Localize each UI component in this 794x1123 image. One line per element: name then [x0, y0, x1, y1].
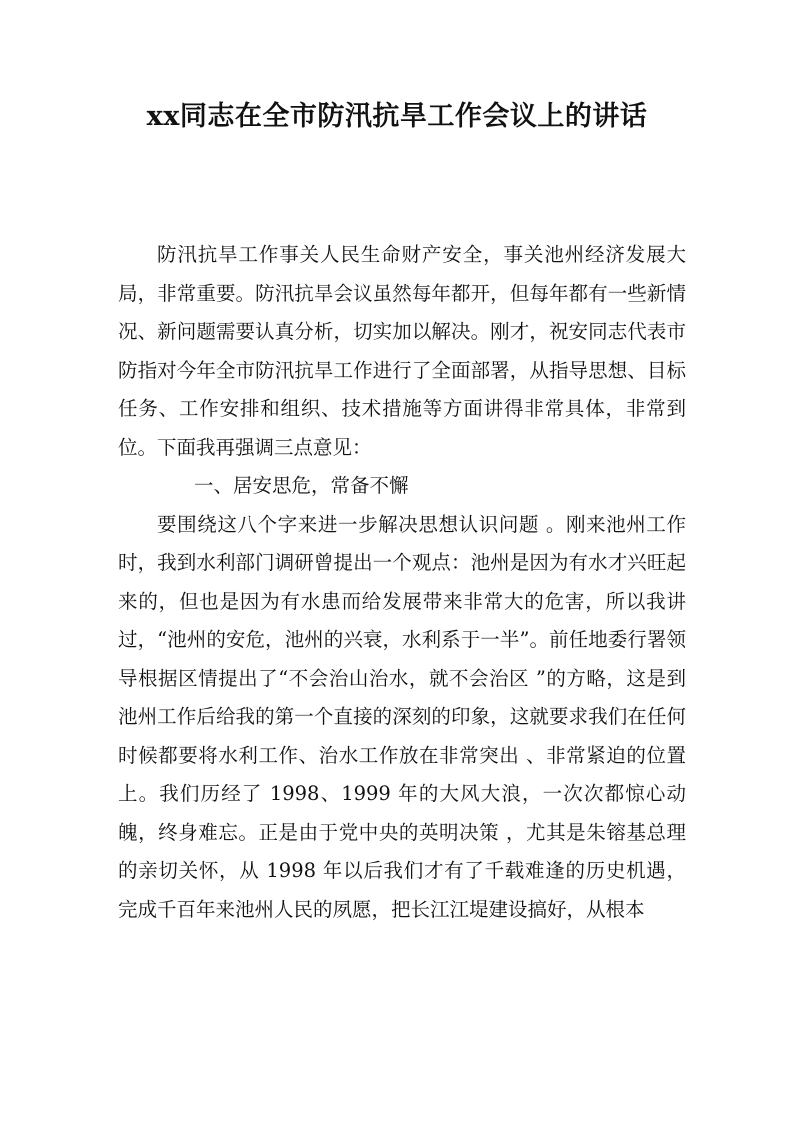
section-1-paragraph: 要围绕这八个字来进一步解决思想认识问题 。刚来池州工作时，我到水利部门调研曾提出一个观点：池州是因为有水才兴旺起来的，但也是因为有水患而给发展带来非常大的危害，所以我讲过，“池州的安危，池州的兴衰，水利系于一半”。前任地委行署领导根据区情提出了“不会治山治水，就不会治区 ”的方略，这是到池州工作后给我的第一个直接的深刻的印象，这就要求我们在任何时候都要将水利工作、治水工作放在非常突出 、非常紧迫的位置上。我们历经了 1998、1999 年的大风大浪，一次次都惊心动魄，终身难忘。正是由于党中央的英明决策 ，尤其是朱镕基总理的亲切关怀，从 1998 年以后我们才有了千载难逢的历史机遇，完成千百年来池州人民的夙愿，把长江江堤建设搞好，从根本 — [118, 512, 686, 921]
section-1-heading: 一、居安思危，常备不懈 — [194, 474, 409, 497]
document-title: xx同志在全市防汛抗旱工作会议上的讲话 — [146, 101, 648, 132]
intro-paragraph: 防汛抗旱工作事关人民生命财产安全，事关池州经济发展大局，非常重要。防汛抗旱会议虽然每年都开，但每年都有一些新情况、新问题需要认真分析，切实加以解决。刚才，祝安同志代表市防指对今年全市防汛抗旱工作进行了全面部署，从指导思想、目标任务、工作安排和组织、技术措施等方面讲得非常具体，非常到位。下面我再强调三点意见： — [118, 243, 686, 459]
document-body — [118, 236, 686, 929]
